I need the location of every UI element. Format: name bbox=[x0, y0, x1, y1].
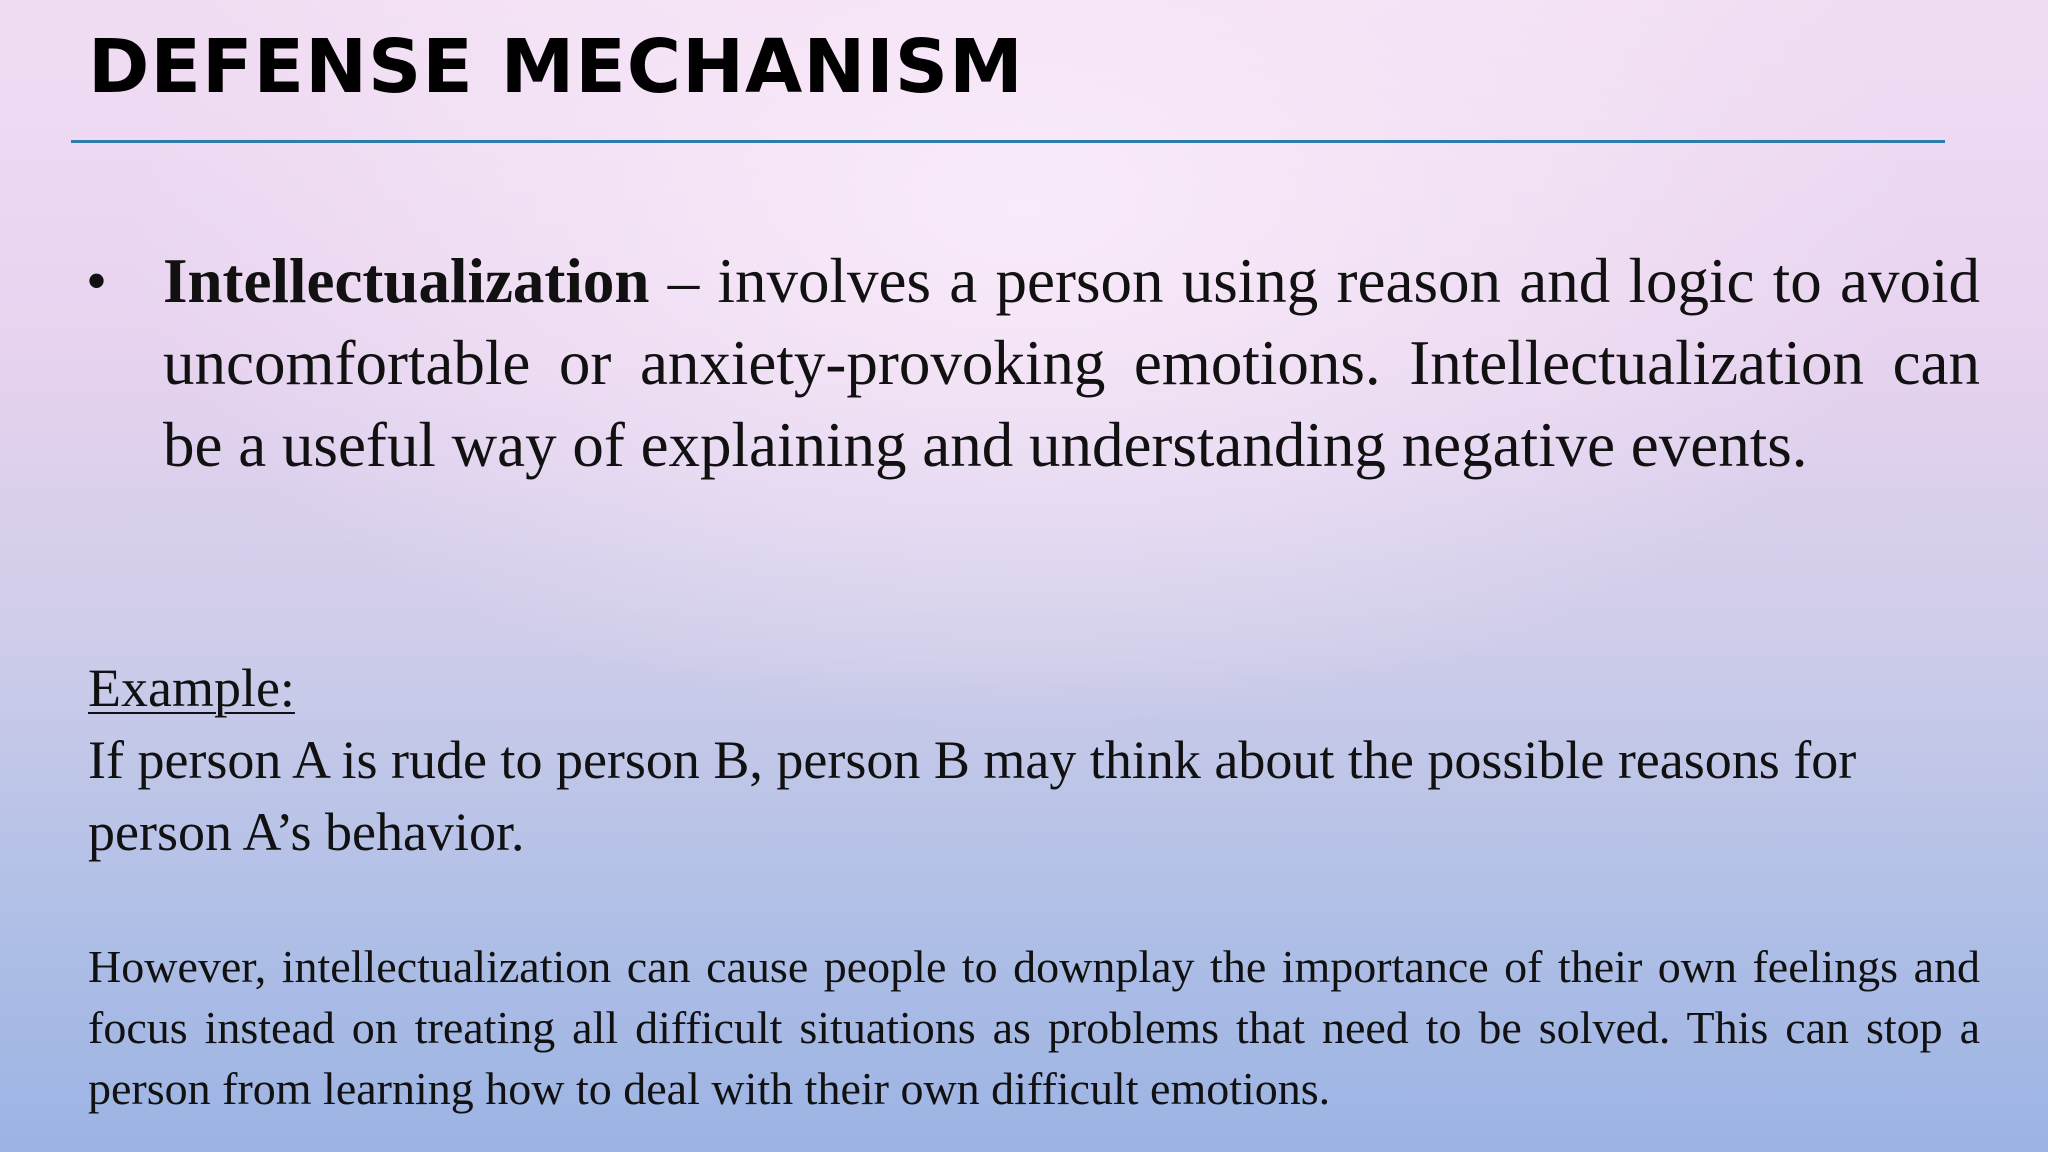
example-text: If person A is rude to person B, person B may think about the possible reasons for person A’s behavior. bbox=[88, 730, 1857, 862]
definition-term: Intellectualization bbox=[163, 246, 650, 316]
bullet-icon: • bbox=[86, 248, 108, 314]
definition-text bbox=[163, 240, 1980, 486]
title-divider bbox=[71, 140, 1945, 143]
note-paragraph: However, intellectualization can cause people to downplay the importance of their own feelings and focus instead on treating all difficult situations as problems that need to be solved. This can stop a person from learning how to deal with their own difficult emotions. bbox=[88, 941, 1980, 1114]
example-label: Example: bbox=[88, 658, 295, 718]
definition-bullet bbox=[86, 240, 1980, 486]
definition-body: – involves a person using reason and logic to avoid uncomfortable or anxiety-provoking emotions. Intellectualization can be a useful way of explaining and understanding negative events. bbox=[163, 246, 1980, 480]
slide-title: DEFENSE MECHANISM bbox=[88, 24, 1024, 110]
example-block bbox=[88, 652, 1980, 868]
